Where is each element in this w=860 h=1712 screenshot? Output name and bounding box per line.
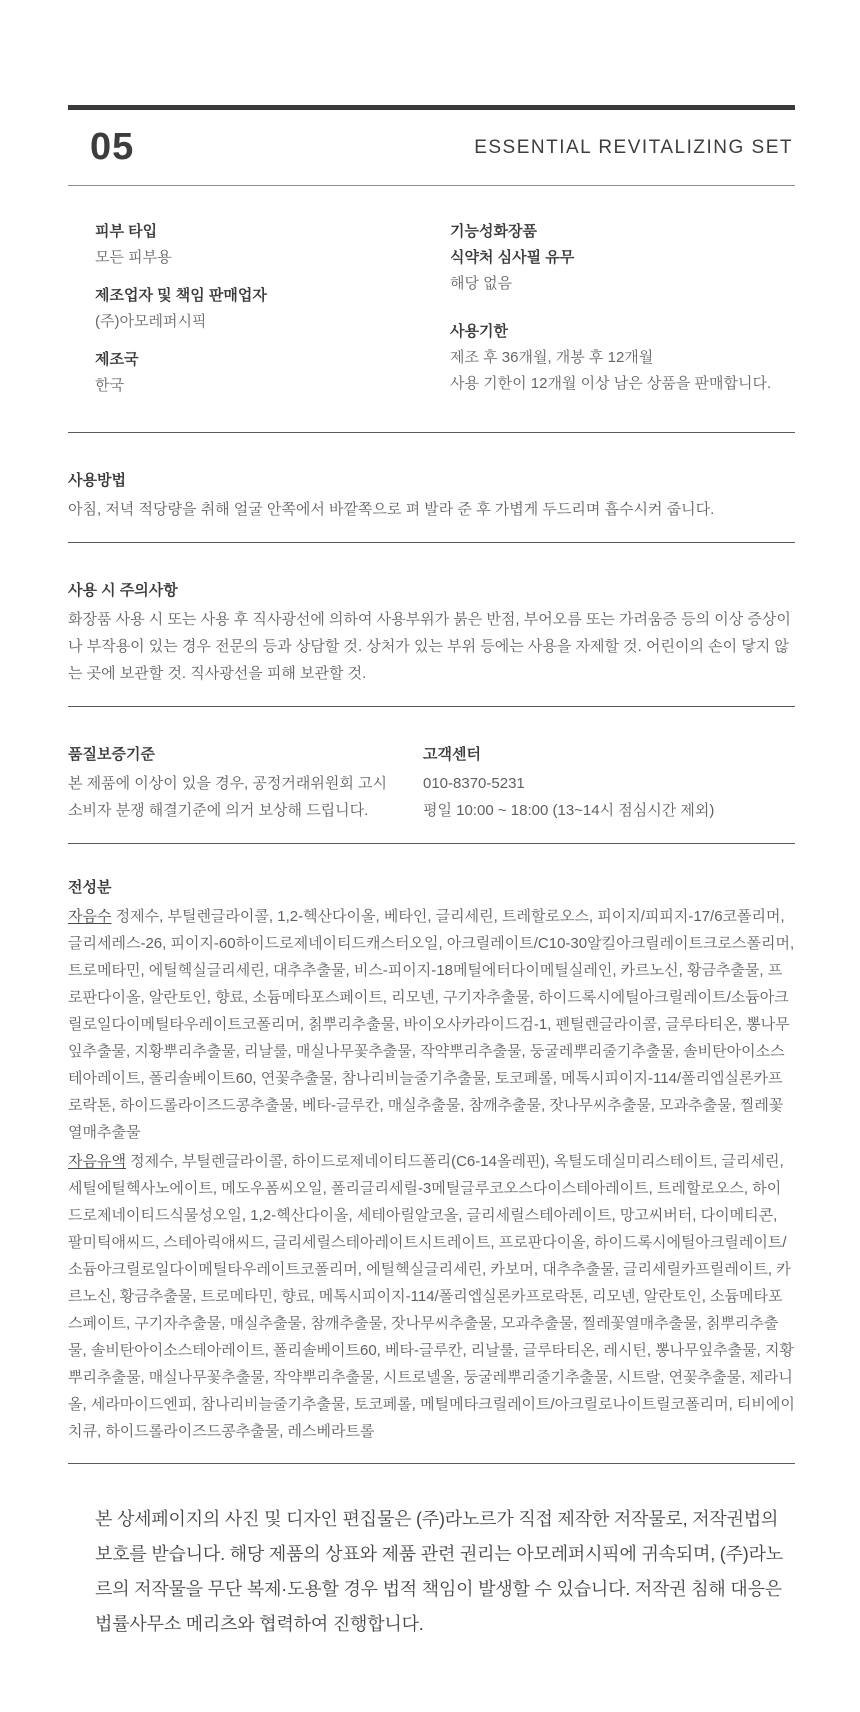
ingredients-jaeumsu-name: 자음수 [68, 908, 112, 925]
warranty-column [68, 741, 423, 824]
manufacturer-label: 제조업자 및 책임 판매업자 [95, 287, 267, 304]
ingredients-jaeumsu-paragraph [68, 903, 795, 1146]
skin-type-value: 모든 피부용 [95, 249, 172, 266]
warranty-line2: 소비자 분쟁 해결기준에 의거 보상해 드립니다. [68, 802, 369, 819]
ingredients-jaeumyuaek-list: 정제수, 부틸렌글라이콜, 하이드로제네이티드폴리(C6-14올레핀), 옥틸도데실미리스테이트, 글리세린, 세틸에틸헥사노에이트, 메도우폼씨오일, 폴리글리세릴-3메틸글루코오스다이스테아레이트, 트레할로오스, 하이드로제네이티드식물성오일, 1,2-헥산다이올, 세테아릴알코올, 글리세릴스테아레이트, 망고씨버터, 다이메티콘, 팔미틱애씨드, 스테아릭애씨드, 글리세릴스테아레이트시트레이트, 프로판다이올, 하이드록시에틸아크릴레이트/소듐아크릴로일다이메틸타우레이트코폴리머, 에틸헥실글리세린, 카보머, 대추추출물, 글리세릴카프릴레이트, 카르노신, 황금추출물, 트로메타민, 향료, 메톡시피이지-114/폴리엡실론카프로락톤, 리모넨, 알란토인, 소듐메타포스페이트, 구기자추출물, 매실추출물, 참깨추출물, 잣나무씨추출물, 모과추출물, 찔레꽃열매추출물, 칡뿌리추출물, 솔비탄아이소스테아레이트, 폴리솔베이트60, 베타-글루칸, 리날룰, 글루타티온, 레시틴, 뽕나무잎추출물, 지황뿌리추출물, 매실나무꽃추출물, 작약뿌리추출물, 시트로넬올, 둥굴레뿌리줄기추출물, 시트랄, 연꽃추출물, 제라니올, 세라마이드엔피, 참나리비늘줄기추출물, 토코페롤, 메틸메타크릴레이트/아크릴로나이트릴코폴리머, 티비에이치큐, 하이드롤라이즈드콩추출물, 레스베라트롤 [68, 1153, 795, 1440]
country-label: 제조국 [95, 351, 139, 368]
ingredients-title: 전성분 [68, 879, 112, 896]
product-info-right-column [450, 219, 793, 411]
skin-type-group [95, 219, 450, 271]
caution-body: 화장품 사용 시 또는 사용 후 직사광선에 의하여 사용부위가 붉은 반점, 부어오름 또는 가려움증 등의 이상 증상이나 부작용이 있는 경우 전문의 등과 상담할 것. 상처가 있는 부위 등에는 사용을 자제할 것. 어린이의 손이 닿지 않는 곳에 보관할 것. 직사광선을 피해 보관할 것. [68, 611, 791, 682]
caution-section [68, 543, 795, 706]
expiry-group [450, 319, 793, 397]
warranty-title: 품질보증기준 [68, 746, 155, 763]
mfds-review-label: 식약처 심사필 유무 [450, 249, 575, 266]
country-value: 한국 [95, 377, 124, 394]
functional-cosmetics-group [450, 219, 793, 297]
caution-title: 사용 시 주의사항 [68, 582, 178, 599]
manufacturer-value: (주)아모레퍼시픽 [95, 313, 207, 330]
customer-center-column [423, 741, 795, 824]
mfds-review-value: 해당 없음 [450, 275, 513, 292]
copyright-notice: 본 상세페이지의 사진 및 디자인 편집물은 (주)라노르가 직접 제작한 저작물로, 저작권법의 보호를 받습니다. 해당 제품의 상표와 제품 관련 권리는 아모레퍼시픽에 귀속되며, (주)라노르의 저작물을 무단 복제·도용할 경우 법적 책임이 발생할 수 있습니다. 저작권 침해 대응은 법률사무소 메리츠와 협력하여 진행합니다. [95, 1509, 783, 1634]
page-header [68, 110, 795, 185]
page-title: ESSENTIAL REVITALIZING SET [474, 136, 793, 158]
product-info-left-column [95, 219, 450, 411]
expiry-value-line1: 제조 후 36개월, 개봉 후 12개월 [450, 349, 654, 366]
ingredients-jaeumyuaek-name: 자음유액 [68, 1153, 126, 1170]
product-info-section [68, 186, 795, 432]
country-group [95, 347, 450, 399]
customer-center-title: 고객센터 [423, 746, 481, 763]
page-number: 05 [90, 126, 135, 168]
warranty-line1: 본 제품에 이상이 있을 경우, 공정거래위원회 고시 [68, 775, 387, 792]
usage-title: 사용방법 [68, 472, 126, 489]
customer-center-phone: 010-8370-5231 [423, 775, 525, 792]
expiry-value-line2: 사용 기한이 12개월 이상 남은 상품을 판매합니다. [450, 375, 772, 392]
skin-type-label: 피부 타입 [95, 223, 158, 240]
functional-cosmetics-label: 기능성화장품 [450, 223, 537, 240]
usage-section [68, 433, 795, 542]
expiry-label: 사용기한 [450, 323, 508, 340]
ingredients-jaeumsu-list: 정제수, 부틸렌글라이콜, 1,2-헥산다이올, 베타인, 글리세린, 트레할로오스, 피이지/피피지-17/6코폴리머, 글리세레스-26, 피이지-60하이드로제네이티드캐스터오일, 아크릴레이트/C10-30알킬아크릴레이트크로스폴리머, 트로메타민, 에틸헥실글리세린, 대추추출물, 비스-피이지-18메틸에터다이메틸실레인, 카르노신, 황금추출물, 프로판다이올, 알란토인, 향료, 소듐메타포스페이트, 리모넨, 구기자추출물, 하이드록시에틸아크릴레이트/소듐아크릴로일다이메틸타우레이트코폴리머, 칡뿌리추출물, 바이오사카라이드검-1, 펜틸렌글라이콜, 글루타티온, 뽕나무잎추출물, 지황뿌리추출물, 리날룰, 매실나무꽃추출물, 작약뿌리추출물, 둥굴레뿌리줄기추출물, 솔비탄아이소스테아레이트, 폴리솔베이트60, 연꽃추출물, 참나리비늘줄기추출물, 토코페롤, 메톡시피이지-114/폴리엡실론카프로락톤, 하이드롤라이즈드콩추출물, 베타-글루칸, 매실추출물, 참깨추출물, 잣나무씨추출물, 모과추출물, 찔레꽃열매추출물 [68, 908, 795, 1141]
warranty-customer-section [68, 707, 795, 843]
usage-body: 아침, 저녁 적당량을 취해 얼굴 안쪽에서 바깥쪽으로 펴 발라 준 후 가볍게 두드리며 흡수시켜 줍니다. [68, 501, 715, 518]
ingredients-section [68, 844, 795, 1463]
manufacturer-group [95, 283, 450, 335]
customer-center-hours: 평일 10:00 ~ 18:00 (13~14시 점심시간 제외) [423, 802, 715, 819]
ingredients-jaeumyuaek-paragraph [68, 1148, 795, 1445]
